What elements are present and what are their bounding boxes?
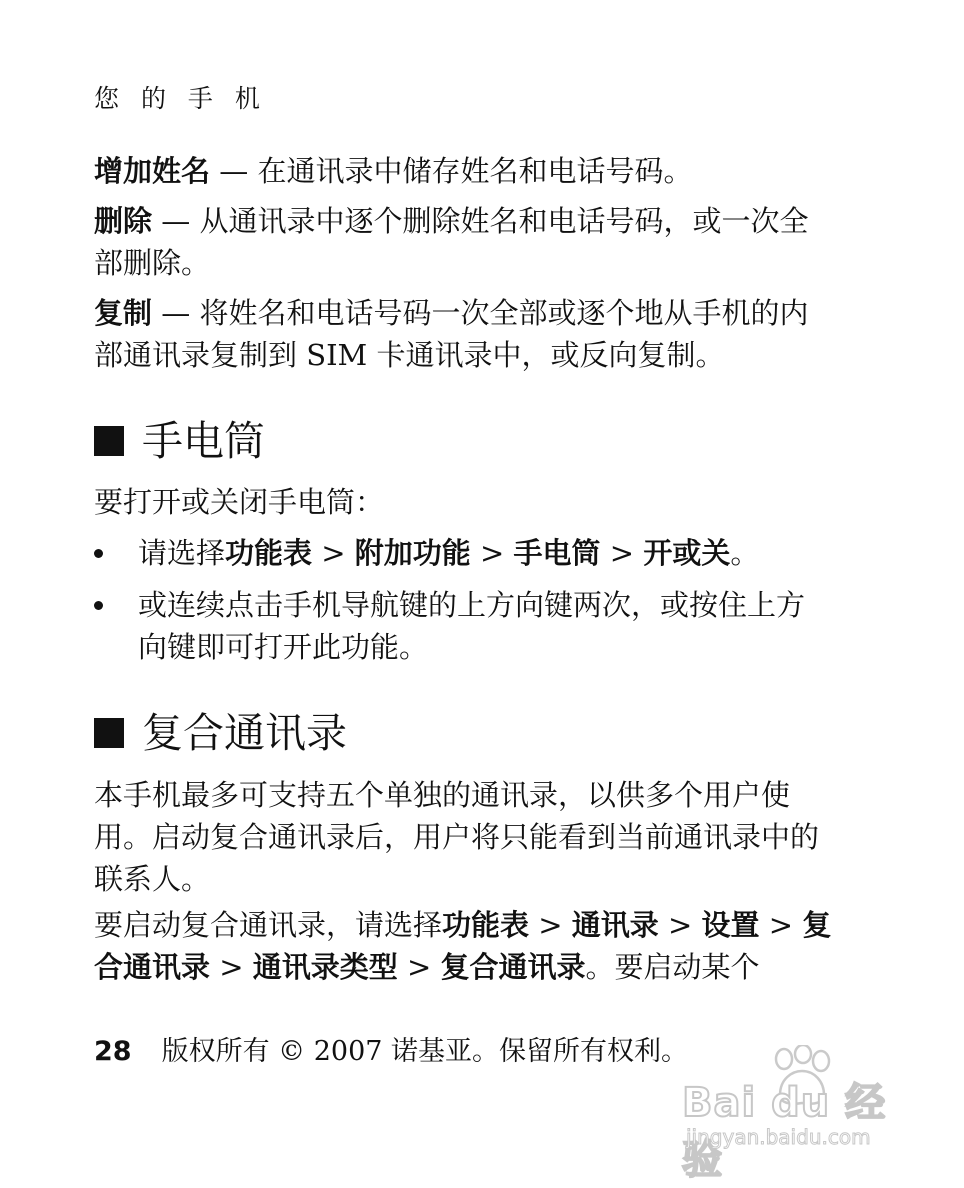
running-head: 您 的 手 机 — [94, 84, 267, 113]
watermark-url: jingyan.baidu.com — [686, 1125, 871, 1149]
multi-contacts-instructions: 要启动复合通讯录，请选择功能表 > 通讯录 > 设置 > 复合通讯录 > 通讯录类型 > 复合通讯录。要启动某个 — [94, 908, 832, 984]
square-bullet-icon — [94, 426, 124, 456]
section-heading-multi-contacts — [94, 708, 347, 758]
entry-text: — 将姓名和电话号码一次全部或逐个地从手机的内部通讯录复制到 SIM 卡通讯录中，或反向复制。 — [94, 296, 809, 372]
multi-contacts-description: 本手机最多可支持五个单独的通讯录，以供多个用户使用。启动复合通讯录后，用户将只能看到当前通讯录中的联系人。 — [94, 778, 820, 896]
watermark-brand: Bai du 经验 — [682, 1080, 887, 1183]
list-item-text: 请选择功能表 > 附加功能 > 手电筒 > 开或关。 — [138, 536, 760, 570]
entry-term: 增加姓名 — [94, 154, 211, 188]
entry-delete — [94, 200, 834, 284]
section-title: 复合通讯录 — [142, 709, 347, 757]
entry-term: 删除 — [94, 204, 153, 238]
entry-text: — 从通讯录中逐个删除姓名和电话号码，或一次全部删除。 — [94, 204, 809, 280]
entry-term: 复制 — [94, 296, 153, 330]
bullet-icon — [94, 601, 103, 610]
entry-text: — 在通讯录中储存姓名和电话号码。 — [210, 154, 693, 188]
baidu-jingyan-watermark — [682, 1045, 912, 1183]
section-title: 手电筒 — [142, 417, 265, 465]
square-bullet-icon — [94, 718, 124, 748]
entry-copy — [94, 292, 834, 376]
entry-add-name — [94, 150, 834, 192]
bullet-icon — [94, 549, 103, 558]
page-number: 28 — [94, 1036, 132, 1067]
list-item-text: 或连续点击手机导航键的上方向键两次，或按住上方向键即可打开此功能。 — [138, 588, 806, 664]
section-heading-flashlight — [94, 416, 265, 466]
copyright-notice: 版权所有 © 2007 诺基亚。保留所有权利。 — [161, 1036, 689, 1067]
page-footer — [94, 1034, 688, 1070]
flashlight-intro: 要打开或关闭手电筒： — [94, 485, 385, 519]
